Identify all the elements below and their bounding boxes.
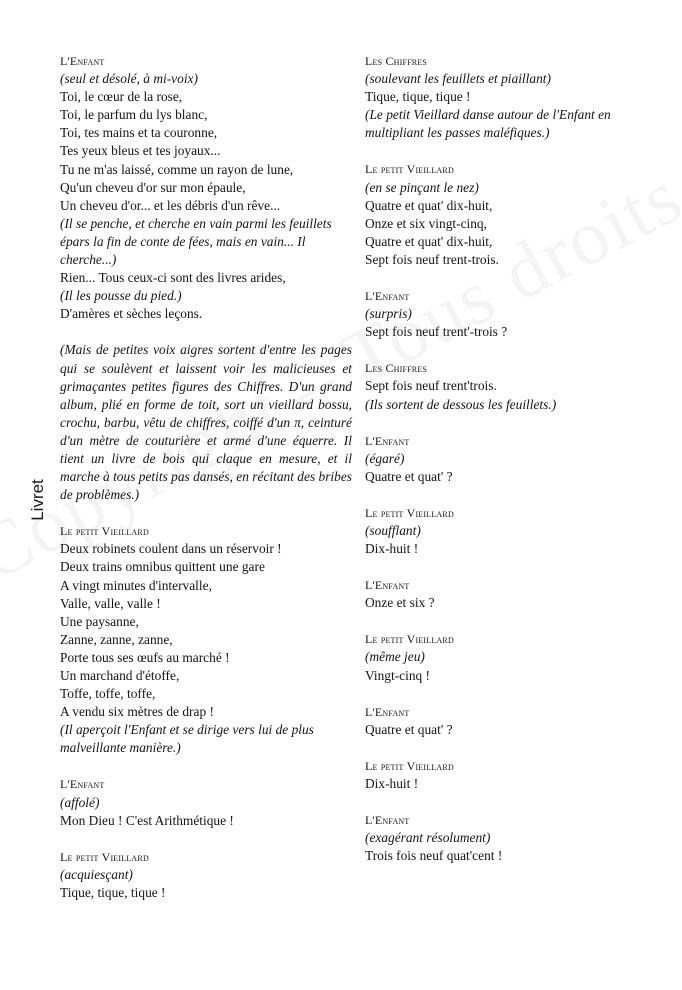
verse-line: Mon Dieu ! C'est Arithmétique ! [60,812,234,828]
verse-line: A vendu six mètres de drap ! [60,704,214,720]
speaker-name: Le petit Vieillard [365,162,454,177]
verse-line: Dix-huit ! [365,541,419,557]
stage-direction: (Il se penche, et cherche en vain parmi les feuillets épars la fin de conte de fées, mais en vain... Il cherche...) [60,215,332,268]
stage-direction: (Il les pousse du pied.) [60,288,182,304]
speech-block [60,522,352,757]
speaker-name: L'Enfant [60,54,105,68]
verse-line: A vingt minutes d'intervalle, [60,577,212,593]
verse-line: Porte tous ses œufs au marché ! [60,649,230,665]
verse-line: Sept fois neuf trent-trois. [365,251,499,267]
stage-direction: (seul et désolé, à mi-voix) [60,71,198,87]
speech-block [60,848,352,902]
verse-line: Deux trains omnibus quittent une gare [60,559,265,575]
stage-direction: (en se pinçant le nez) [365,179,479,195]
verse-line: Qu'un cheveu d'or sur mon épaule, [60,179,246,195]
speaker-name: L'Enfant [365,289,410,304]
stage-direction: (Le petit Vieillard danse autour de l'Enfant en multipliant les passes maléfiques.) [365,107,611,141]
verse-line: Tique, tique, tique ! [60,884,166,900]
stage-direction: (égaré) [365,450,405,466]
speaker-name: L'Enfant [365,433,410,448]
speaker-name: Le petit Vieillard [365,758,454,773]
verse-line: Quatre et quat' ? [365,721,453,737]
verse-line: Tique, tique, tique ! [365,89,471,105]
speech-block [365,52,665,142]
verse-line: Toi, le parfum du lys blanc, [60,107,208,123]
stage-direction: (soufflant) [365,522,421,538]
verse-line: Toffe, toffe, toffe, [60,686,156,702]
verse-line: Sept fois neuf trent'trois. [365,378,497,394]
speaker-name: Les Chiffres [365,361,428,376]
verse-line: Tes yeux bleus et tes joyaux... [60,143,221,159]
verse-line: Rien... Tous ceux-ci sont des livres arides, [60,270,286,286]
verse-line: Zanne, zanne, zanne, [60,631,173,647]
speaker-name: L'Enfant [365,704,410,719]
verse-line: Toi, tes mains et ta couronne, [60,125,218,141]
speaker-name: L'Enfant [60,777,105,792]
speech-block [365,811,665,865]
speaker-name: Le petit Vieillard [60,524,149,539]
side-tab [18,470,58,530]
verse-line: D'amères et sèches leçons. [60,306,203,322]
verse-line: Sept fois neuf trent'-trois ? [365,324,508,340]
verse-line: Toi, le cœur de la rose, [60,89,183,105]
stage-direction: (affolé) [60,794,100,810]
speaker-name: L'Enfant [365,578,410,593]
verse-line: Un marchand d'étoffe, [60,668,180,683]
speaker-name: Le petit Vieillard [365,632,454,647]
stage-direction: (Il aperçoit l'Enfant et se dirige vers lui de plus malveillante manière.) [60,722,314,756]
verse-line: Quatre et quat' dix-huit, [365,233,493,249]
speech-block [365,757,665,793]
speaker-name: Le petit Vieillard [60,849,149,864]
speaker-name: Le petit Vieillard [365,505,454,520]
stage-direction: (surpris) [365,306,412,322]
speech-block [365,359,665,413]
verse-line: Valle, valle, valle ! [60,595,161,611]
speech-block [365,630,665,684]
speech-block [365,703,665,739]
verse-line: Quatre et quat' ? [365,468,453,484]
verse-line: Quatre et quat' dix-huit, [365,197,493,213]
verse-line: Onze et six vingt-cinq, [365,215,487,231]
speech-block [365,576,665,612]
stage-direction-paragraph: (Mais de petites voix aigres sortent d'entre les pages qui se soulèvent et laissent voir les malicieuses et grimaçantes petites figures des Chiffres. D'un grand album, plié en forme de toit, sort un vieillard bossu, crochu, barbu, vêtu de chiffres, coiffé d'un π, ceinturé d'un mètre de couturière et armé d'une équerre. Il tient un livre de bois qui claque en mesure, et il marche à tous petits pas dansés, en récitant des bribes de problèmes.) [60,342,352,503]
side-tab-label: Livret [28,479,48,521]
speech-block [365,287,665,341]
verse-line: Onze et six ? [365,595,435,611]
verse-line: Vingt-cinq ! [365,667,431,683]
speech-block [365,160,665,269]
stage-direction: (Ils sortent de dessous les feuillets.) [365,396,557,412]
verse-line: Dix-huit ! [365,775,419,791]
speech-block [365,432,665,486]
speech-block [60,341,352,504]
speaker-name: Les Chiffres [365,54,428,68]
speaker-name: L'Enfant [365,813,410,827]
stage-direction: (même jeu) [365,649,425,665]
verse-line: Deux robinets coulent dans un réservoir ! [60,541,282,557]
verse-line: Un cheveu d'or... et les débris d'un rêve... [60,197,281,213]
left-column [60,52,352,920]
stage-direction: (soulevant les feuillets et piaillant) [365,71,551,87]
speech-block [365,504,665,558]
verse-line: Trois fois neuf quat'cent ! [365,848,503,864]
stage-direction: (exagérant résolument) [365,830,491,846]
verse-line: Une paysanne, [60,613,139,629]
verse-line: Tu ne m'as laissé, comme un rayon de lune, [60,161,294,177]
speech-block [60,775,352,829]
speech-block [60,52,352,323]
stage-direction: (acquiesçant) [60,866,133,882]
right-column [365,52,665,883]
